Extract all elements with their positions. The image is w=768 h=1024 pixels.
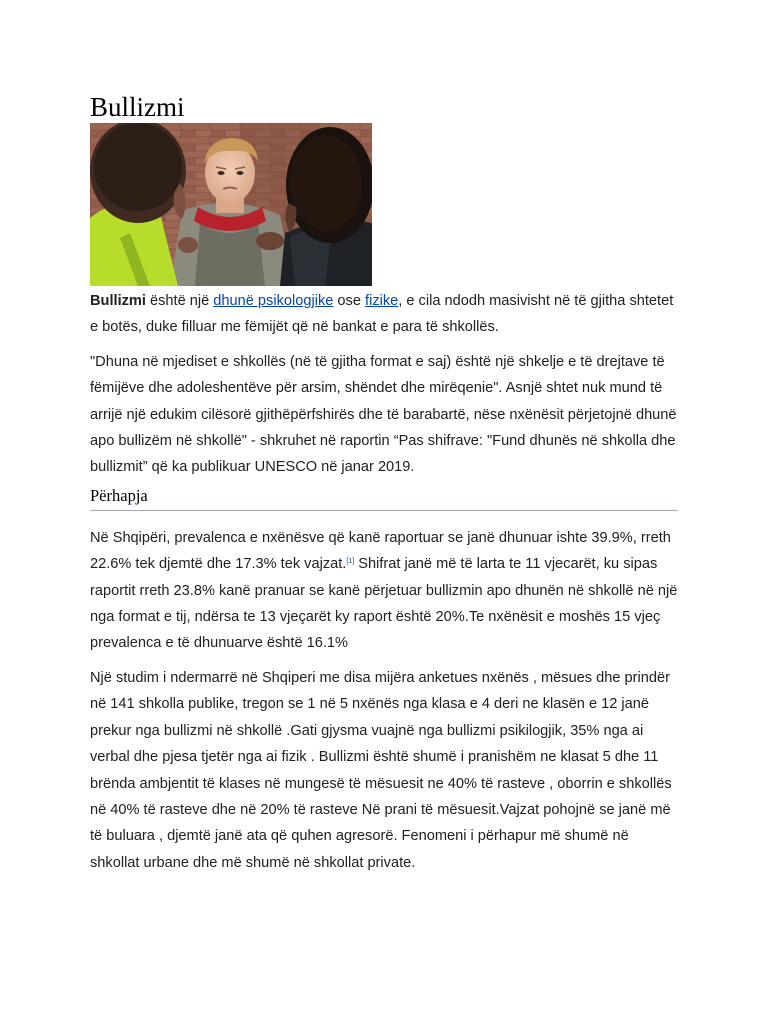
link-dhune-psikologjike[interactable]: dhunë psikologjike (213, 293, 334, 309)
article-title: Bullizmi (90, 92, 185, 122)
intro-text-1: është një (145, 293, 214, 309)
article-photo (90, 123, 372, 286)
quote-paragraph: "Dhuna në mjediset e shkollës (në të gjitha format e saj) është një shkelje e të drejtave të fëmijëve dhe adoleshentëve për arsim, shëndet dhe mirëqenie". Asnjë shtet nuk mund të arrijë një edukim cilësorë gjithëpërfshirës dhe të barabartë, nëse nxënësit përjetojnë dhunë apo bullizëm në shkollë" - shkruhet në raportin “Pas shifrave: "Fund dhunës në shkolla dhe bullizmit” që ka publikuar UNESCO në janar 2019. (90, 353, 677, 476)
intro-text-2: ose (333, 293, 366, 309)
prevalence-paragraph (90, 525, 678, 657)
prevalence-text-a: Në Shqipëri, prevalenca e nxënësve që kanë raportuar se janë dhunuar ishte 39.9%, rreth 22.6% tek djemtë dhe 17.3% tek vajzat. (90, 529, 671, 573)
article-body (90, 88, 678, 876)
link-fizike[interactable]: fizike (365, 293, 399, 309)
prevalence-text-b: Shifrat janë më të larta te 11 vjecarët, ku sipas raportit rreth 23.8% kanë pranuar se kanë përjetuar bullizmin apo dhunën në shkollë në një nga format e tij, ndërsa te 13 vjeçarët ky raport është 20%.Te nxënësit e moshës 15 vjeç prevalenca e të dhunuarve është 16.1% (90, 556, 678, 652)
section-heading-perhapja: Përhapja (90, 485, 678, 511)
intro-paragraph (90, 288, 678, 341)
study-paragraph: Një studim i ndermarrë në Shqiperi me disa mijëra anketues nxënës , mësues dhe prindër në 141 shkolla publike, tregon se 1 në 5 nxënës nga klasa e 4 deri ne klasën e 12 janë prekur nga bullizmi në shkollë .Gati gjysma vuajnë nga bullizmi psikilogjik, 35% nga ai verbal dhe pjesa tjetër nga ai fizik . Bullizmi është shumë i pranishëm ne klasat 5 dhe 11 brënda ambjentit të klases në mungesë të mësuesit ne 40% të rasteve , oborrin e shkollës në 40% të rasteve dhe në 20% të rasteve Në prani të mësuesit.Vajzat pohojnë se janë më të buluara , djemtë janë ata që quhen agresorë. Fenomeni i përhapur më shumë në shkollat urbane dhe më shumë në shkollat private. (90, 669, 672, 871)
intro-text-3: , e cila ndodh masivisht në të gjitha shtetet e botës, duke filluar me fëmijët që në bankat e para të shkollës. (90, 293, 674, 336)
intro-bold-term: Bullizmi (90, 293, 146, 309)
photo-illustration (90, 123, 372, 286)
reference-link[interactable]: [1] (346, 558, 355, 566)
